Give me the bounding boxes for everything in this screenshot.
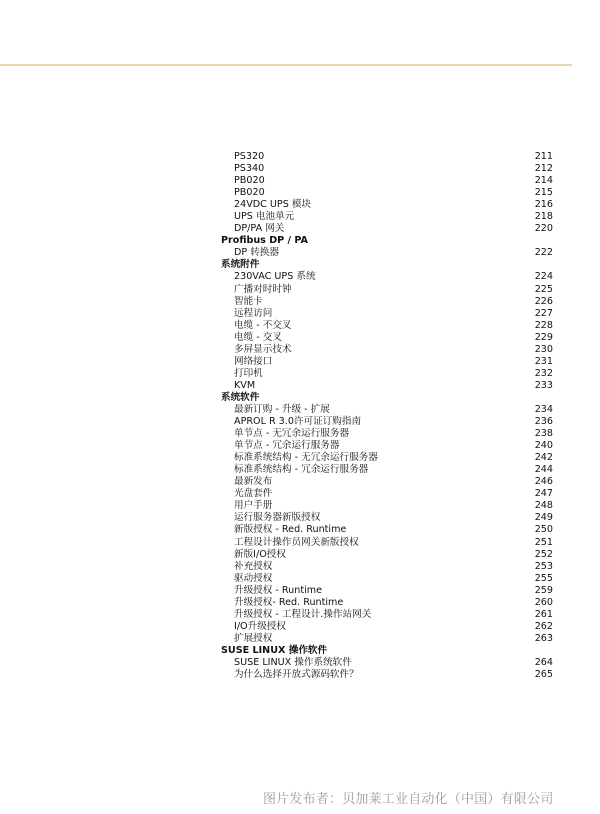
- toc-section-heading: [221, 235, 553, 247]
- toc-page-number: 247: [534, 488, 553, 500]
- toc-page-number: 264: [534, 656, 553, 668]
- toc-entry: [221, 296, 553, 308]
- toc-entry-label: 远程访问: [234, 307, 273, 319]
- toc-entry-label: APROL R 3.0许可证订购指南: [234, 416, 362, 428]
- toc-entry-label: 多屏显示技术: [234, 343, 292, 355]
- toc-page-number: 242: [534, 452, 553, 464]
- toc-page-number: 216: [534, 199, 553, 211]
- toc-entry: [221, 368, 553, 380]
- toc-page-number: 211: [534, 151, 553, 162]
- toc-entry-label: 230VAC UPS 系统: [234, 271, 316, 283]
- toc-entry-label: PB020: [234, 187, 265, 199]
- toc-entry: [221, 657, 553, 669]
- toc-entry: [221, 464, 553, 476]
- toc-page-number: 232: [534, 367, 553, 379]
- toc-entry: [221, 332, 553, 344]
- toc-page-number: 212: [534, 163, 553, 175]
- toc-entry-label: 升级授权 - Runtime: [234, 584, 323, 596]
- toc-entry: [221, 284, 553, 296]
- toc-entry-label: 单节点 - 冗余运行服务器: [234, 440, 340, 452]
- toc-entry: [221, 440, 553, 452]
- toc-page-number: 246: [534, 476, 553, 488]
- toc-section-heading: [221, 259, 553, 271]
- toc-entry-label: SUSE LINUX 操作系统软件: [234, 656, 352, 668]
- toc-entry: [221, 380, 553, 392]
- toc-entry-label: 驱动授权: [234, 572, 273, 584]
- toc-entry: [221, 512, 553, 524]
- toc-entry: [221, 428, 553, 440]
- toc-entry-label: UPS 电池单元: [234, 211, 295, 223]
- toc-entry: [221, 416, 553, 428]
- toc-entry-label: 标准系统结构 - 冗余运行服务器: [234, 464, 369, 476]
- toc-entry-label: PB020: [234, 175, 265, 187]
- toc-page-number: 259: [534, 584, 553, 596]
- toc-page-number: 250: [534, 524, 553, 536]
- toc-section-heading: [221, 645, 553, 657]
- toc-entry-label: 为什么选择开放式源码软件？: [234, 669, 359, 681]
- toc-entry-label: 运行服务器新版授权: [234, 512, 321, 524]
- toc-entry: [221, 404, 553, 416]
- toc-entry-label: DP/PA 网关: [234, 223, 285, 235]
- toc-entry-label: 升级授权 - 工程设计.操作站网关: [234, 608, 372, 620]
- toc-entry-label: 最新订购 - 升级 - 扩展: [234, 403, 330, 415]
- toc-entry-label: PS340: [234, 163, 265, 175]
- toc-entry-label: 最新发布: [234, 476, 273, 488]
- toc-page-number: 253: [534, 560, 553, 572]
- toc-page-number: 229: [534, 331, 553, 343]
- toc-entry: [221, 356, 553, 368]
- toc-entry-label: 电缆 - 交叉: [234, 331, 282, 343]
- toc-page-number: 240: [534, 440, 553, 452]
- toc-page-number: 251: [534, 536, 553, 548]
- toc-page-number: 233: [534, 379, 553, 391]
- toc-entry: [221, 247, 553, 259]
- toc-entry: [221, 621, 553, 633]
- toc-page-number: 249: [534, 512, 553, 524]
- toc-page-number: 263: [534, 632, 553, 644]
- table-of-contents: [221, 151, 553, 681]
- toc-page-number: 226: [534, 295, 553, 307]
- toc-entry: [221, 488, 553, 500]
- toc-entry-label: 光盘套件: [234, 488, 273, 500]
- toc-entry: [221, 175, 553, 187]
- toc-entry: [221, 163, 553, 175]
- toc-entry-label: KVM: [234, 379, 256, 391]
- toc-heading-label: 系统软件: [221, 391, 260, 403]
- toc-page-number: 248: [534, 500, 553, 512]
- toc-page-number: 265: [534, 669, 553, 681]
- toc-page-number: 238: [534, 428, 553, 440]
- toc-entry-label: 扩展授权: [234, 632, 273, 644]
- toc-entry: [221, 187, 553, 199]
- toc-section-heading: [221, 392, 553, 404]
- toc-entry-label: 电缆 - 不交叉: [234, 319, 292, 331]
- toc-page-number: 222: [534, 247, 553, 259]
- toc-page-number: 244: [534, 464, 553, 476]
- toc-entry: [221, 344, 553, 356]
- toc-entry: [221, 199, 553, 211]
- toc-page-number: 261: [534, 608, 553, 620]
- toc-entry: [221, 633, 553, 645]
- toc-entry-label: 智能卡: [234, 295, 263, 307]
- toc-page-number: 260: [534, 596, 553, 608]
- toc-page-number: 255: [534, 572, 553, 584]
- toc-heading-label: 系统附件: [221, 259, 260, 271]
- toc-entry-label: 升级授权- Red. Runtime: [234, 596, 344, 608]
- toc-page-number: 227: [534, 307, 553, 319]
- toc-entry: [221, 151, 553, 163]
- toc-page-number: 234: [534, 403, 553, 415]
- toc-page-number: 224: [534, 271, 553, 283]
- toc-entry-label: 单节点 - 无冗余运行服务器: [234, 428, 350, 440]
- toc-entry-label: DP 转换器: [234, 247, 280, 259]
- footer-credit: 图片发布者：贝加莱工业自动化（中国）有限公司: [263, 792, 554, 807]
- toc-heading-label: SUSE LINUX 操作软件: [221, 644, 328, 656]
- toc-entry-label: 新版I/O授权: [234, 548, 286, 560]
- toc-entry-label: 标准系统结构 - 无冗余运行服务器: [234, 452, 378, 464]
- toc-entry: [221, 537, 553, 549]
- toc-entry: [221, 320, 553, 332]
- toc-page-number: 225: [534, 283, 553, 295]
- toc-page-number: 231: [534, 355, 553, 367]
- toc-entry-label: 网络接口: [234, 355, 273, 367]
- toc-entry: [221, 561, 553, 573]
- toc-entry: [221, 549, 553, 561]
- toc-entry: [221, 573, 553, 585]
- toc-page-number: 214: [534, 175, 553, 187]
- toc-page-number: 215: [534, 187, 553, 199]
- toc-entry-label: 打印机: [234, 367, 263, 379]
- toc-page-number: 262: [534, 620, 553, 632]
- toc-page-number: 220: [534, 223, 553, 235]
- toc-entry-label: 新版授权 - Red. Runtime: [234, 524, 347, 536]
- toc-page-number: 236: [534, 416, 553, 428]
- header-rule: [0, 64, 572, 66]
- toc-entry: [221, 452, 553, 464]
- toc-entry: [221, 476, 553, 488]
- toc-entry-label: 补充授权: [234, 560, 273, 572]
- toc-entry-label: 用户手册: [234, 500, 273, 512]
- toc-entry: [221, 500, 553, 512]
- toc-page-number: 252: [534, 548, 553, 560]
- toc-entry-label: 24VDC UPS 模块: [234, 199, 312, 211]
- toc-entry-label: 广播对时时钟: [234, 283, 292, 295]
- toc-entry-label: 工程设计操作员网关新版授权: [234, 536, 359, 548]
- toc-entry-label: PS320: [234, 151, 265, 162]
- toc-entry: [221, 669, 553, 681]
- toc-entry: [221, 585, 553, 597]
- toc-page-number: 230: [534, 343, 553, 355]
- toc-entry: [221, 223, 553, 235]
- toc-entry: [221, 271, 553, 283]
- toc-entry-label: I/O升级授权: [234, 620, 286, 632]
- toc-page-number: 218: [534, 211, 553, 223]
- toc-entry: [221, 308, 553, 320]
- toc-entry: [221, 609, 553, 621]
- toc-page-number: 228: [534, 319, 553, 331]
- toc-heading-label: Profibus DP / PA: [221, 235, 308, 247]
- toc-entry: [221, 524, 553, 536]
- toc-entry: [221, 597, 553, 609]
- toc-entry: [221, 211, 553, 223]
